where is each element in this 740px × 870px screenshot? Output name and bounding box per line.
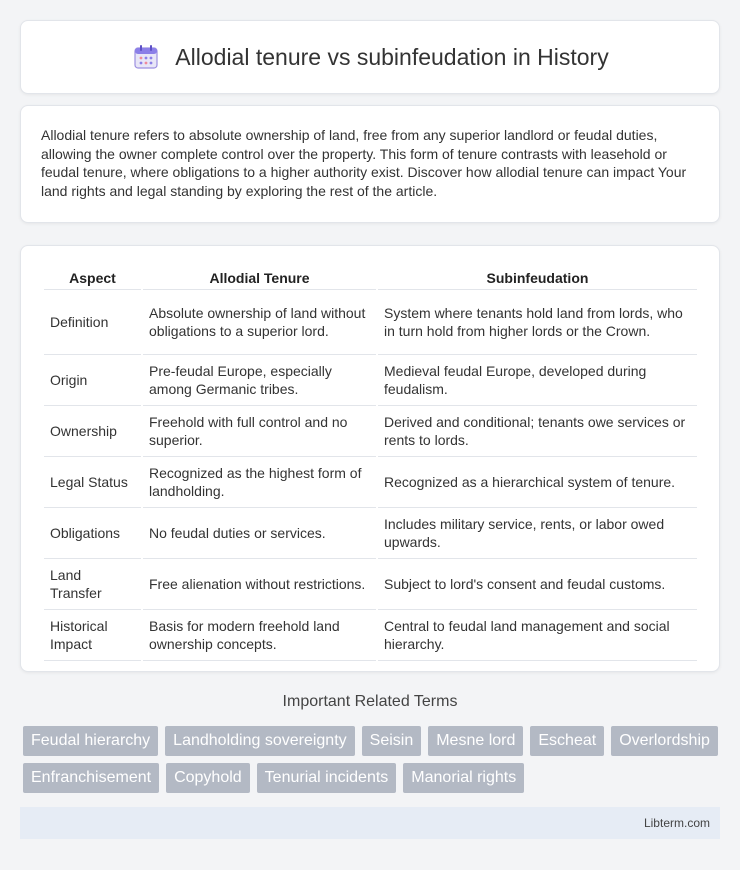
table-cell-subinfeudation: Derived and conditional; tenants owe services or rents to lords. [378,406,697,457]
table-cell-subinfeudation: System where tenants hold land from lords, who in turn hold from higher lords or the Crown. [378,290,697,355]
related-term-tag[interactable]: Overlordship [611,726,718,756]
related-term-tag[interactable]: Enfranchisement [23,763,159,793]
related-terms-list [23,726,723,793]
table-cell-allodial: Basis for modern freehold land ownership concepts. [143,610,376,661]
table-row [44,610,697,661]
table-cell-subinfeudation: Central to feudal land management and social hierarchy. [378,610,697,661]
column-header-subinfeudation: Subinfeudation [378,266,697,290]
column-header-allodial: Allodial Tenure [143,266,376,290]
intro-card [20,105,720,223]
table-row [44,406,697,457]
related-terms-title: Important Related Terms [282,693,458,710]
table-cell-allodial: No feudal duties or services. [143,508,376,559]
related-term-tag[interactable]: Copyhold [166,763,250,793]
related-term-tag[interactable]: Mesne lord [428,726,523,756]
related-term-tag[interactable]: Seisin [362,726,422,756]
intro-text: Allodial tenure refers to absolute ownership of land, free from any superior landlord or feudal duties, allowing the owner complete control over the property. This form of tenure contrasts with leasehold or feudal tenure, where obligations to a higher authority exist. Discover how allodial tenure can impact Your land rights and legal standing by exploring the rest of the article. [41,127,687,199]
table-cell-allodial: Recognized as the highest form of landholding. [143,457,376,508]
table-row [44,559,697,610]
table-header-row [44,266,697,290]
related-term-tag[interactable]: Manorial rights [403,763,524,793]
table-cell-aspect: Definition [44,290,141,355]
table-row [44,355,697,406]
table-cell-subinfeudation: Recognized as a hierarchical system of tenure. [378,457,697,508]
table-cell-allodial: Free alienation without restrictions. [143,559,376,610]
related-term-tag[interactable]: Feudal hierarchy [23,726,158,756]
footer [20,807,720,839]
table-cell-subinfeudation: Medieval feudal Europe, developed during feudalism. [378,355,697,406]
table-cell-aspect: Obligations [44,508,141,559]
footer-site-link[interactable]: Libterm.com [643,816,710,830]
comparison-table-card [20,245,720,672]
table-cell-aspect: Land Transfer [44,559,141,610]
calendar-icon [131,42,161,72]
table-cell-aspect: Historical Impact [44,610,141,661]
table-cell-aspect: Origin [44,355,141,406]
related-term-tag[interactable]: Tenurial incidents [257,763,397,793]
table-cell-subinfeudation: Subject to lord's consent and feudal customs. [378,559,697,610]
related-term-tag[interactable]: Escheat [530,726,604,756]
table-cell-aspect: Ownership [44,406,141,457]
table-cell-aspect: Legal Status [44,457,141,508]
column-header-aspect: Aspect [44,266,141,290]
related-term-tag[interactable]: Landholding sovereignty [165,726,354,756]
header-card [20,20,720,94]
table-cell-allodial: Absolute ownership of land without obligations to a superior lord. [143,290,376,355]
comparison-table [42,266,699,661]
table-row [44,508,697,559]
table-cell-allodial: Freehold with full control and no superior. [143,406,376,457]
page-title: Allodial tenure vs subinfeudation in History [175,43,609,70]
table-row [44,290,697,355]
table-cell-allodial: Pre-feudal Europe, especially among Germanic tribes. [143,355,376,406]
table-row [44,457,697,508]
table-cell-subinfeudation: Includes military service, rents, or labor owed upwards. [378,508,697,559]
